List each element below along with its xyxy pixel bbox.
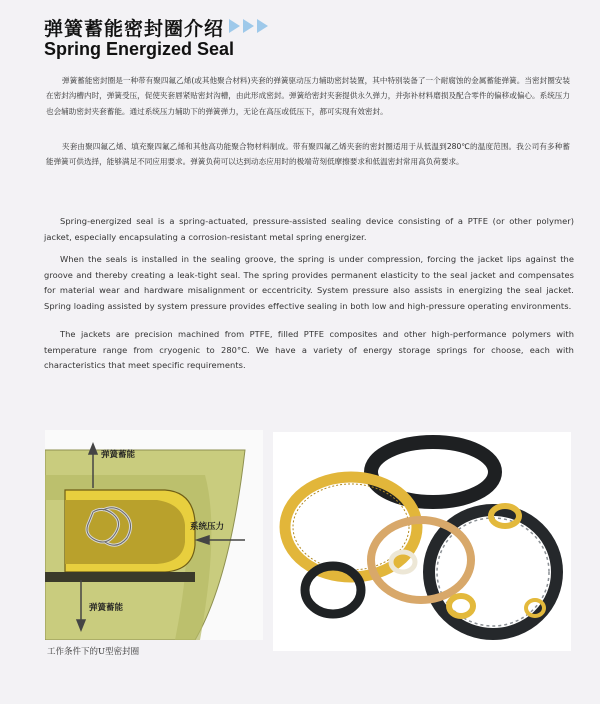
page-title-en: Spring Energized Seal (44, 39, 235, 59)
label-system-pressure: 系统压力 (190, 522, 225, 532)
diagram-caption: 工作条件下的U型密封圈 (47, 647, 140, 657)
u-seal-diagram (45, 430, 263, 640)
page-title-zh: 弹簧蓄能密封圈介绍 (44, 18, 225, 40)
seal-rings-photo (273, 432, 571, 651)
intro-paragraph-zh-1: 弹簧蓄能密封圈是一种带有聚四氟乙烯(或其他聚合材料)夹套的弹簧驱动压力辅助密封装置，其中特别装备了一个耐腐蚀的金属蓄能弹簧。当密封圈安装在密封沟槽内时，弹簧受压，促使夹套唇紧贴密封沟槽，由此形成密封。弹簧给密封夹套提供永久弹力，并弥补材料磨损及配合零件的偏移或偏心。系统压力也会辅助密封夹套蓄能。通过系统压力辅助下的弹簧弹力，无论在高压或低压下，都可实现有效密封。 (46, 76, 570, 116)
label-spring-top: 弹簧蓄能 (101, 450, 136, 460)
label-spring-bottom: 弹簧蓄能 (89, 603, 124, 613)
intro-paragraph-en-2: When the seals is installed in the sealing groove, the spring is under compression, forcing the jacket lips against the groove and thereby creating a leak-tight seal. The spring provides permanent elasticity to the seal jacket and compensates for material wear and hardware misalignment or eccentricity. System pressure also assists in energizing the seal jacket. Spring loading assisted by system pressure provides effective sealing in both low and high-pressure operating environments. (44, 254, 574, 311)
intro-paragraph-en-3: The jackets are precision machined from PTFE, filled PTFE composites and other high-performance polymers with temperature range from cryogenic to 280°C. We have a variety of energy storage springs for choose, each with characteristics that meet specific requirements. (44, 329, 574, 371)
title-arrows-icon (229, 19, 268, 33)
intro-paragraph-zh-2: 夹套由聚四氟乙烯、填充聚四氟乙烯和其他高功能聚合物材料制成。带有聚四氟乙烯夹套的密封圈适用于从低温到280℃的温度范围。我公司有多种蓄能弹簧可供选择，能够满足不同应用要求。弹簧负荷可以达到动态应用时的极端苛刻低摩擦要求和低温密封常用高负荷要求。 (46, 142, 570, 167)
intro-paragraph-en-1: Spring-energized seal is a spring-actuated, pressure-assisted sealing device consisting of a PTFE (or other polymer) jacket, especially encapsulating a corrosion-resistant metal spring energizer. (44, 216, 574, 242)
